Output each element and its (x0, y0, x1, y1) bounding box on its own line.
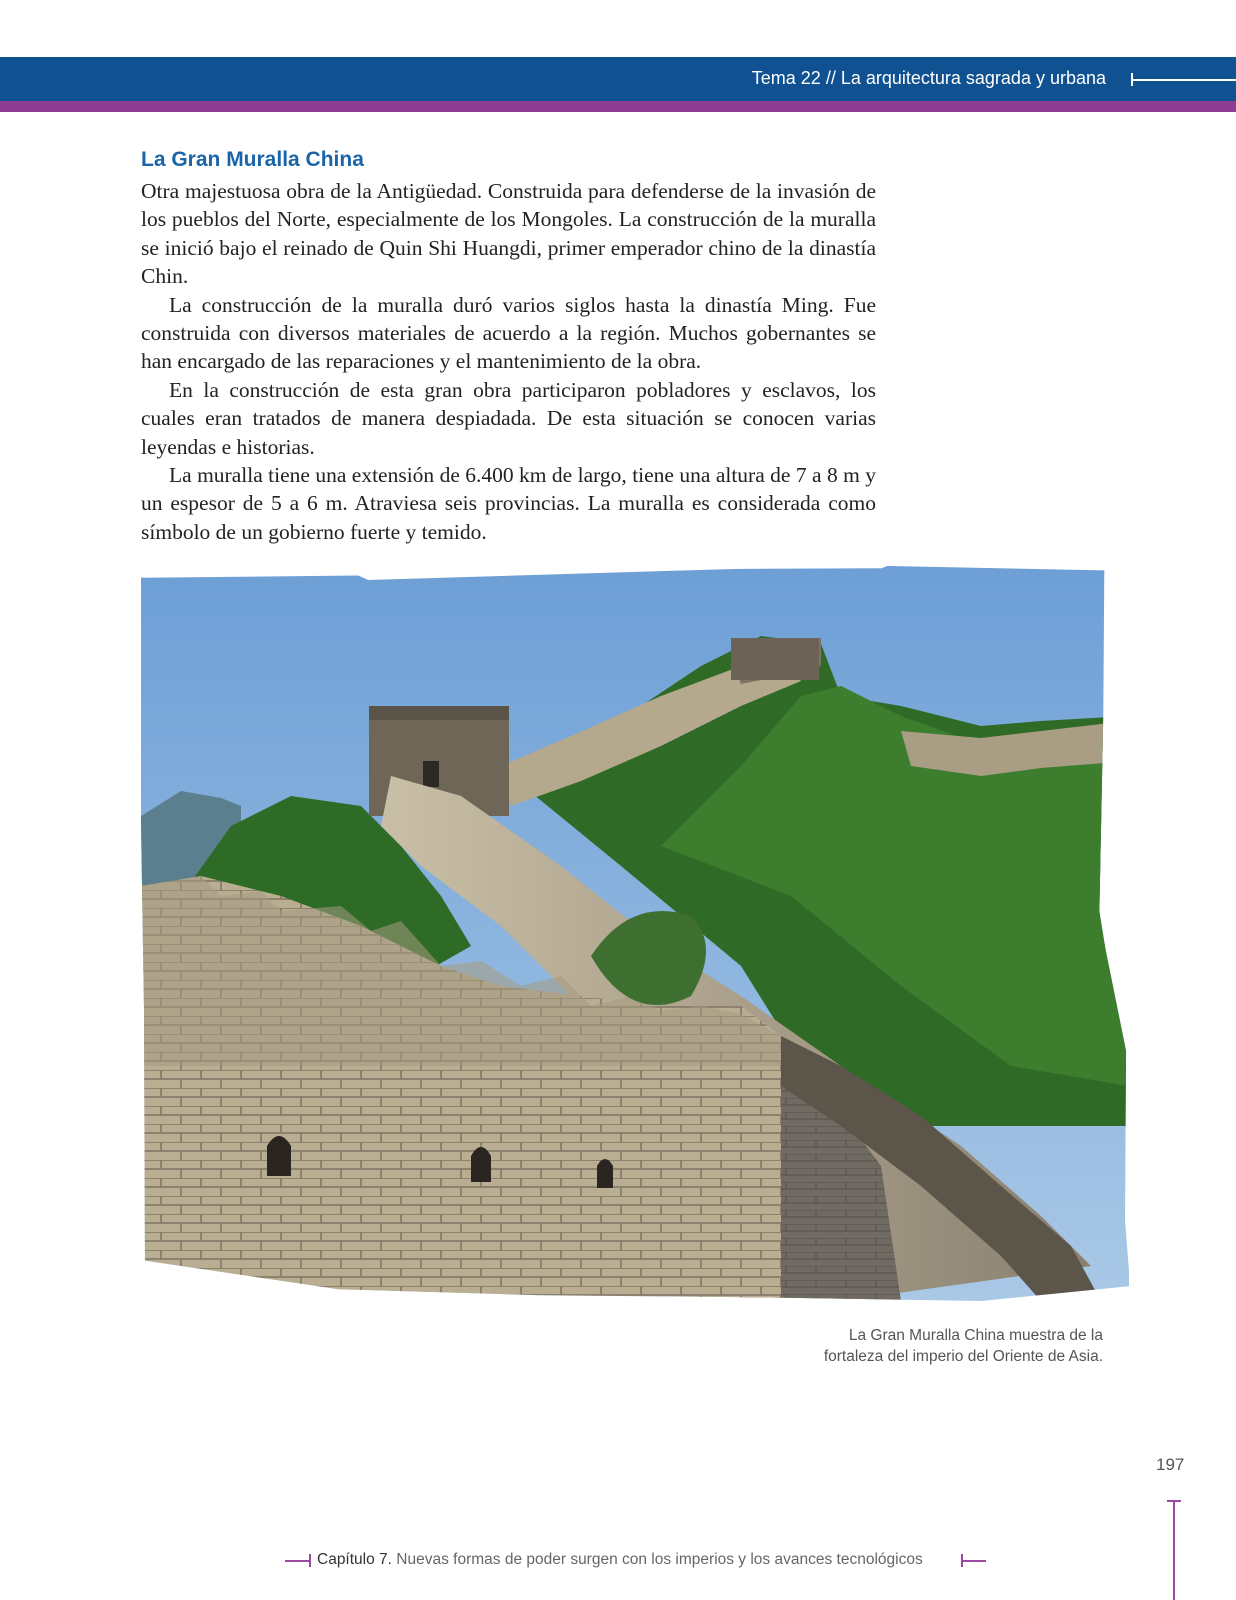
footer-rule-left (285, 1560, 309, 1562)
great-wall-photo (141, 566, 1129, 1301)
chapter-label: Capítulo 7. (317, 1551, 392, 1568)
footer-chapter (317, 1551, 923, 1569)
page-rule (1173, 1500, 1175, 1600)
header-accent-stripe (0, 101, 1236, 112)
great-wall-illustration (141, 566, 1129, 1301)
footer-rule-left-tick (309, 1554, 311, 1567)
body-text (141, 177, 876, 546)
caption-line: La Gran Muralla China muestra de la (848, 1327, 1103, 1344)
figure-caption (683, 1325, 1103, 1367)
chapter-topic-title: Tema 22 // La arquitectura sagrada y urbana (751, 68, 1106, 88)
page-number: 197 (1156, 1455, 1185, 1474)
paragraph: En la construcción de esta gran obra participaron pobladores y esclavos, los cuales eran tratados de manera despiadada. De esta situación se conocen varias leyendas e historias. (141, 377, 876, 459)
footer-rule-right (961, 1560, 986, 1562)
section-heading: La Gran Muralla China (141, 148, 364, 171)
header-rule (1131, 79, 1236, 81)
paragraph: La construcción de la muralla duró varios siglos hasta la dinastía Ming. Fue construida con diversos materiales de acuerdo a la región. Muchos gobernantes se han encargado de las reparaciones y el mantenimiento de la obra. (141, 292, 876, 374)
caption-line: fortaleza del imperio del Oriente de Asia. (823, 1348, 1103, 1365)
paragraph: La muralla tiene una extensión de 6.400 km de largo, tiene una altura de 7 a 8 m y un espesor de 5 a 6 m. Atraviesa seis provincias. La muralla es considerada como símbolo de un gobierno fuerte y temido. (141, 463, 876, 544)
chapter-title: Nuevas formas de poder surgen con los imperios y los avances tecnológicos (396, 1551, 923, 1568)
paragraph: Otra majestuosa obra de la Antigüedad. Construida para defenderse de la invasión de los pueblos del Norte, especialmente de los Mongoles. La construcción de la muralla se inició bajo el reinado de Quin Shi Huangdi, primer emperador chino de la dinastía Chin. (141, 179, 876, 289)
